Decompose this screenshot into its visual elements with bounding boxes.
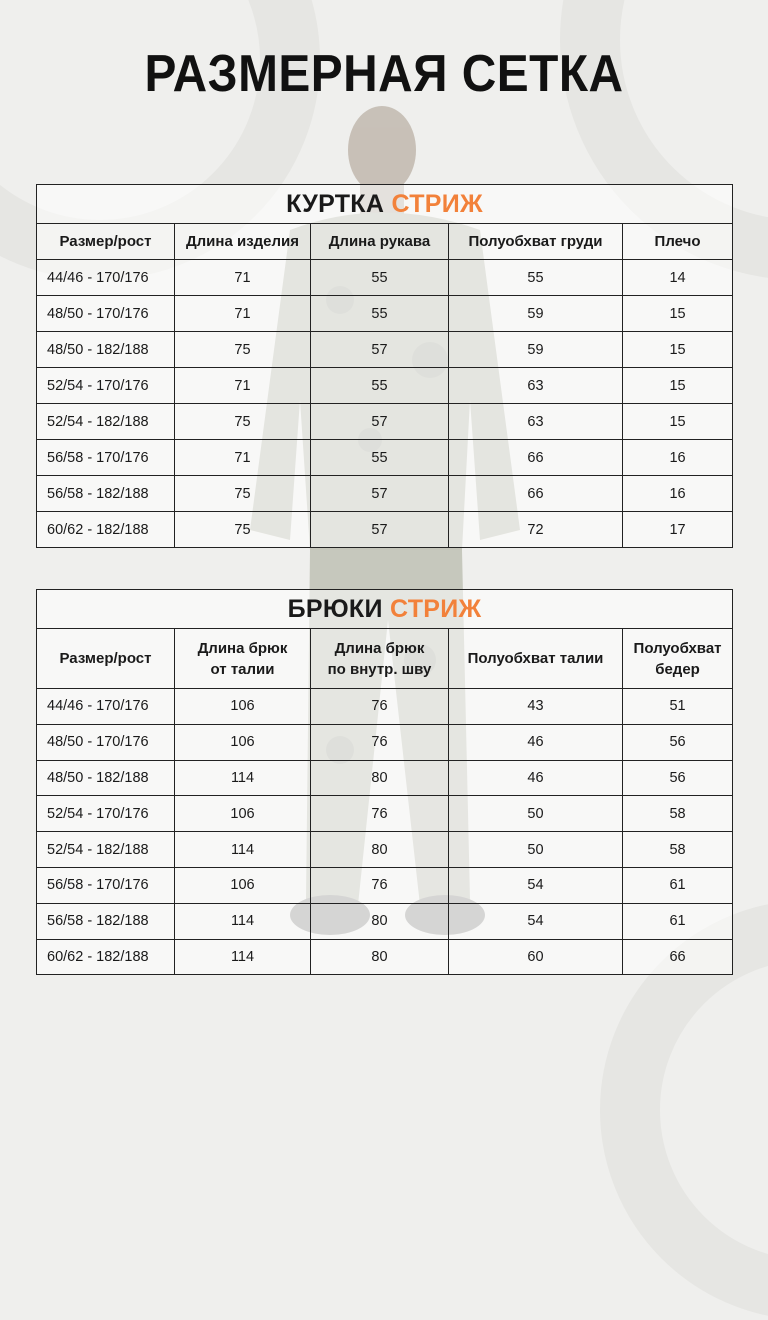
value-cell: 50 bbox=[449, 796, 623, 832]
pants-header-row bbox=[37, 629, 733, 689]
value-cell: 76 bbox=[311, 724, 449, 760]
jacket-size-table bbox=[36, 184, 733, 548]
value-cell: 106 bbox=[175, 724, 311, 760]
value-cell: 75 bbox=[175, 476, 311, 512]
column-header-line: Полуобхват bbox=[633, 639, 722, 657]
value-cell: 16 bbox=[623, 440, 733, 476]
table-row bbox=[37, 440, 733, 476]
value-cell: 80 bbox=[311, 903, 449, 939]
value-cell: 50 bbox=[449, 832, 623, 868]
value-cell: 63 bbox=[449, 404, 623, 440]
size-cell: 48/50 - 182/188 bbox=[37, 760, 175, 796]
column-header-line: Длина брюк bbox=[197, 639, 288, 657]
value-cell: 46 bbox=[449, 724, 623, 760]
column-header-line: бедер bbox=[655, 660, 700, 678]
value-cell: 66 bbox=[449, 440, 623, 476]
table-row bbox=[37, 903, 733, 939]
value-cell: 57 bbox=[311, 512, 449, 548]
size-cell: 60/62 - 182/188 bbox=[37, 512, 175, 548]
size-cell: 48/50 - 170/176 bbox=[37, 724, 175, 760]
value-cell: 59 bbox=[449, 296, 623, 332]
size-cell: 56/58 - 170/176 bbox=[37, 867, 175, 903]
jacket-title-main: КУРТКА bbox=[286, 189, 385, 218]
value-cell: 71 bbox=[175, 368, 311, 404]
value-cell: 75 bbox=[175, 332, 311, 368]
value-cell: 15 bbox=[623, 404, 733, 440]
value-cell: 71 bbox=[175, 260, 311, 296]
table-row bbox=[37, 724, 733, 760]
value-cell: 75 bbox=[175, 512, 311, 548]
column-header-line: Размер/рост bbox=[59, 650, 152, 667]
value-cell: 58 bbox=[623, 832, 733, 868]
column-header: Длина рукава bbox=[311, 224, 449, 260]
size-cell: 60/62 - 182/188 bbox=[37, 939, 175, 975]
column-header-line: Длина брюк bbox=[334, 639, 425, 657]
table-row bbox=[37, 296, 733, 332]
value-cell: 71 bbox=[175, 296, 311, 332]
value-cell: 55 bbox=[311, 260, 449, 296]
size-cell: 56/58 - 170/176 bbox=[37, 440, 175, 476]
column-header bbox=[311, 629, 449, 689]
value-cell: 114 bbox=[175, 903, 311, 939]
jacket-header-row bbox=[37, 224, 733, 260]
value-cell: 66 bbox=[623, 939, 733, 975]
column-header: Плечо bbox=[623, 224, 733, 260]
table-row bbox=[37, 939, 733, 975]
pants-title-accent: СТРИЖ bbox=[390, 594, 482, 623]
value-cell: 55 bbox=[449, 260, 623, 296]
value-cell: 58 bbox=[623, 796, 733, 832]
value-cell: 55 bbox=[311, 296, 449, 332]
value-cell: 61 bbox=[623, 867, 733, 903]
table-row bbox=[37, 368, 733, 404]
value-cell: 76 bbox=[311, 689, 449, 725]
value-cell: 72 bbox=[449, 512, 623, 548]
value-cell: 43 bbox=[449, 689, 623, 725]
table-row bbox=[37, 332, 733, 368]
value-cell: 57 bbox=[311, 332, 449, 368]
value-cell: 66 bbox=[449, 476, 623, 512]
value-cell: 15 bbox=[623, 296, 733, 332]
column-header-line: от талии bbox=[210, 660, 275, 678]
size-cell: 56/58 - 182/188 bbox=[37, 476, 175, 512]
pants-table-caption bbox=[37, 590, 733, 629]
value-cell: 59 bbox=[449, 332, 623, 368]
value-cell: 57 bbox=[311, 476, 449, 512]
value-cell: 106 bbox=[175, 796, 311, 832]
jacket-title-accent: СТРИЖ bbox=[391, 189, 483, 218]
table-row bbox=[37, 404, 733, 440]
value-cell: 80 bbox=[311, 939, 449, 975]
value-cell: 55 bbox=[311, 368, 449, 404]
value-cell: 54 bbox=[449, 867, 623, 903]
value-cell: 106 bbox=[175, 689, 311, 725]
value-cell: 57 bbox=[311, 404, 449, 440]
value-cell: 114 bbox=[175, 832, 311, 868]
jacket-table-caption bbox=[37, 185, 733, 224]
value-cell: 60 bbox=[449, 939, 623, 975]
value-cell: 63 bbox=[449, 368, 623, 404]
column-header: Длина изделия bbox=[175, 224, 311, 260]
value-cell: 51 bbox=[623, 689, 733, 725]
size-cell: 44/46 - 170/176 bbox=[37, 260, 175, 296]
size-cell: 52/54 - 170/176 bbox=[37, 368, 175, 404]
table-row bbox=[37, 867, 733, 903]
table-row bbox=[37, 476, 733, 512]
size-cell: 48/50 - 182/188 bbox=[37, 332, 175, 368]
value-cell: 75 bbox=[175, 404, 311, 440]
column-header bbox=[449, 629, 623, 689]
value-cell: 80 bbox=[311, 760, 449, 796]
value-cell: 106 bbox=[175, 867, 311, 903]
value-cell: 114 bbox=[175, 760, 311, 796]
size-cell: 52/54 - 170/176 bbox=[37, 796, 175, 832]
size-cell: 52/54 - 182/188 bbox=[37, 832, 175, 868]
pants-title-main: БРЮКИ bbox=[287, 594, 383, 623]
size-cell: 44/46 - 170/176 bbox=[37, 689, 175, 725]
column-header-line: по внутр. шву bbox=[327, 660, 432, 678]
value-cell: 71 bbox=[175, 440, 311, 476]
value-cell: 80 bbox=[311, 832, 449, 868]
value-cell: 15 bbox=[623, 368, 733, 404]
page-title: РАЗМЕРНАЯ СЕТКА bbox=[144, 45, 624, 103]
value-cell: 56 bbox=[623, 760, 733, 796]
value-cell: 76 bbox=[311, 796, 449, 832]
size-cell: 52/54 - 182/188 bbox=[37, 404, 175, 440]
value-cell: 17 bbox=[623, 512, 733, 548]
size-cell: 56/58 - 182/188 bbox=[37, 903, 175, 939]
value-cell: 15 bbox=[623, 332, 733, 368]
table-row bbox=[37, 796, 733, 832]
value-cell: 16 bbox=[623, 476, 733, 512]
table-row bbox=[37, 689, 733, 725]
table-row bbox=[37, 760, 733, 796]
column-header: Размер/рост bbox=[37, 224, 175, 260]
value-cell: 56 bbox=[623, 724, 733, 760]
column-header-line: Полуобхват талии bbox=[467, 650, 604, 667]
value-cell: 55 bbox=[311, 440, 449, 476]
column-header: Полуобхват груди bbox=[449, 224, 623, 260]
table-row bbox=[37, 512, 733, 548]
column-header bbox=[175, 629, 311, 689]
value-cell: 76 bbox=[311, 867, 449, 903]
column-header bbox=[37, 629, 175, 689]
value-cell: 14 bbox=[623, 260, 733, 296]
value-cell: 54 bbox=[449, 903, 623, 939]
size-cell: 48/50 - 170/176 bbox=[37, 296, 175, 332]
table-row bbox=[37, 832, 733, 868]
column-header bbox=[623, 629, 733, 689]
value-cell: 61 bbox=[623, 903, 733, 939]
value-cell: 46 bbox=[449, 760, 623, 796]
value-cell: 114 bbox=[175, 939, 311, 975]
pants-size-table bbox=[36, 589, 733, 975]
table-row bbox=[37, 260, 733, 296]
